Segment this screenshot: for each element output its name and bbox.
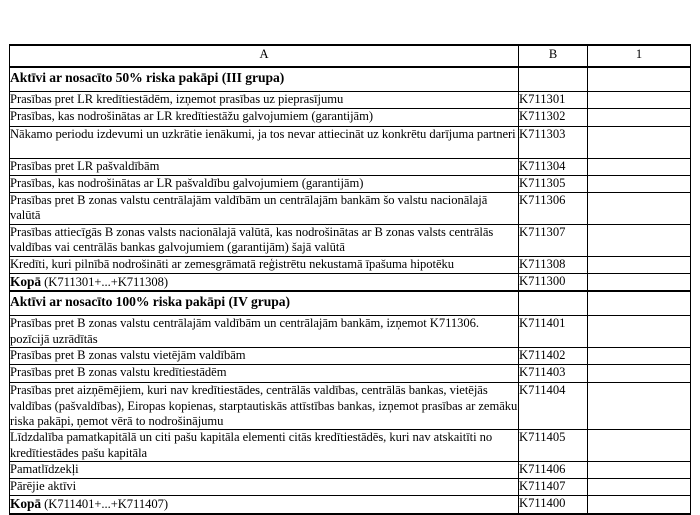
- row-code: K711307: [519, 225, 588, 257]
- table-row: [10, 291, 691, 316]
- row-description: Līdzdalība pamatkapitālā un citi pašu kapitāla elementi citās kredītiestādēs, kuri nav atskaitīti no kredītiestādes pašu kapitāla: [10, 430, 519, 462]
- row-code: K711407: [519, 479, 588, 496]
- table-row: [10, 316, 691, 348]
- table-row: [10, 257, 691, 274]
- row-description: Prasības pret aizņēmējiem, kuri nav kredītiestādes, centrālās valdības, centrālās bankas, vietējās valdības (pašvaldības), Eiropas kopienas, starptautiskās attīstības bankas, izņemot prasības ar zemāku riska pakāpi, ņemot vērā to nodrošinājumu: [10, 383, 518, 429]
- row-value-cell[interactable]: [588, 291, 691, 316]
- row-description: Pārējie aktīvi: [10, 479, 519, 496]
- row-description: Prasības, kas nodrošinātas ar LR kredītiestāžu galvojumiem (garantijām): [10, 109, 519, 127]
- row-value-cell[interactable]: [588, 225, 691, 257]
- row-code-empty: [519, 67, 588, 92]
- risk-weight-assets-table-container: [9, 44, 690, 515]
- row-group-title: Aktīvi ar nosacīto 50% riska pakāpi (III grupa): [10, 67, 519, 92]
- table-row: [10, 109, 691, 127]
- row-code: K711301: [519, 92, 588, 109]
- row-code: K711302: [519, 109, 588, 127]
- row-description: Prasības pret B zonas valstu kredītiestādēm: [10, 365, 519, 383]
- row-value-cell[interactable]: [588, 176, 691, 193]
- total-formula: (K711401+...+K711407): [41, 497, 168, 512]
- row-value-cell[interactable]: [588, 257, 691, 274]
- table-row: [10, 430, 691, 462]
- row-code: K711308: [519, 257, 588, 274]
- table-row: [10, 479, 691, 496]
- row-total-label: [10, 274, 519, 292]
- row-code: K711305: [519, 176, 588, 193]
- row-value-cell[interactable]: [588, 109, 691, 127]
- row-value-cell[interactable]: [588, 348, 691, 365]
- total-keyword: Kopā: [10, 496, 42, 512]
- row-code: K711404: [519, 383, 588, 430]
- row-code: K711403: [519, 365, 588, 383]
- table-row: [10, 92, 691, 109]
- row-description: Nākamo periodu izdevumi un uzkrātie ienākumi, ja tos nevar attiecināt uz konkrētu darījuma partneri: [10, 127, 519, 159]
- risk-weight-assets-table: [9, 44, 691, 515]
- row-description: Prasības pret B zonas valstu centrālajām valdībām un centrālajām bankām, izņemot K711306. pozīcijā uzrādītās: [10, 316, 519, 348]
- row-code: K711405: [519, 430, 588, 462]
- row-code: K711303: [519, 127, 588, 159]
- row-value-cell[interactable]: [588, 274, 691, 292]
- row-description: Prasības pret B zonas valstu vietējām valdībām: [10, 348, 519, 365]
- row-total-label: [10, 496, 519, 515]
- column-header-b: B: [519, 45, 588, 67]
- row-description: Prasības pret LR pašvaldībām: [10, 159, 519, 176]
- row-value-cell[interactable]: [588, 159, 691, 176]
- row-description: Prasības, kas nodrošinātas ar LR pašvaldību galvojumiem (garantijām): [10, 176, 519, 193]
- row-value-cell[interactable]: [588, 479, 691, 496]
- row-value-cell[interactable]: [588, 383, 691, 430]
- row-value-cell[interactable]: [588, 193, 691, 225]
- row-value-cell[interactable]: [588, 316, 691, 348]
- column-header-a: A: [10, 45, 519, 67]
- table-row: [10, 365, 691, 383]
- row-value-cell[interactable]: [588, 67, 691, 92]
- row-code: K711401: [519, 316, 588, 348]
- row-code-empty: [519, 291, 588, 316]
- row-value-cell[interactable]: [588, 462, 691, 479]
- row-code: K711306: [519, 193, 588, 225]
- total-formula: (K711301+...+K711308): [41, 275, 168, 289]
- table-row: [10, 225, 691, 257]
- row-description: Prasības pret LR kredītiestādēm, izņemot prasības uz pieprasījumu: [10, 92, 519, 109]
- table-row: [10, 462, 691, 479]
- row-value-cell[interactable]: [588, 92, 691, 109]
- table-row: [10, 193, 691, 225]
- row-value-cell[interactable]: [588, 430, 691, 462]
- row-code: K711400: [519, 496, 588, 515]
- row-code: K711406: [519, 462, 588, 479]
- table-header-row: [10, 45, 691, 67]
- row-code: K711304: [519, 159, 588, 176]
- row-value-cell[interactable]: [588, 496, 691, 515]
- row-description: Prasības attiecīgās B zonas valsts nacionālajā valūtā, kas nodrošinātas ar B zonas valsts centrālās valdības vai centrālās bankas galvojumiem (garantijām) šajā valūtā: [10, 225, 519, 257]
- table-row: [10, 383, 691, 430]
- row-code: K711300: [519, 274, 588, 292]
- row-code: K711402: [519, 348, 588, 365]
- total-keyword: Kopā: [10, 274, 42, 289]
- table-row: [10, 159, 691, 176]
- table-row: [10, 67, 691, 92]
- table-row: [10, 176, 691, 193]
- table-row: [10, 496, 691, 515]
- row-value-cell[interactable]: [588, 365, 691, 383]
- row-value-cell[interactable]: [588, 127, 691, 159]
- row-description: Kredīti, kuri pilnībā nodrošināti ar zemesgrāmatā reģistrētu nekustamā īpašuma hipotēku: [10, 257, 519, 274]
- row-description: Pamatlīdzekļi: [10, 462, 519, 479]
- table-row: [10, 274, 691, 292]
- table-row: [10, 127, 691, 159]
- table-row: [10, 348, 691, 365]
- column-header-1: 1: [588, 45, 691, 67]
- table-body: [10, 67, 691, 514]
- row-group-title: Aktīvi ar nosacīto 100% riska pakāpi (IV grupa): [10, 291, 519, 316]
- row-description: Prasības pret B zonas valstu centrālajām valdībām un centrālajām bankām šo valstu nacionālajā valūtā: [10, 193, 519, 225]
